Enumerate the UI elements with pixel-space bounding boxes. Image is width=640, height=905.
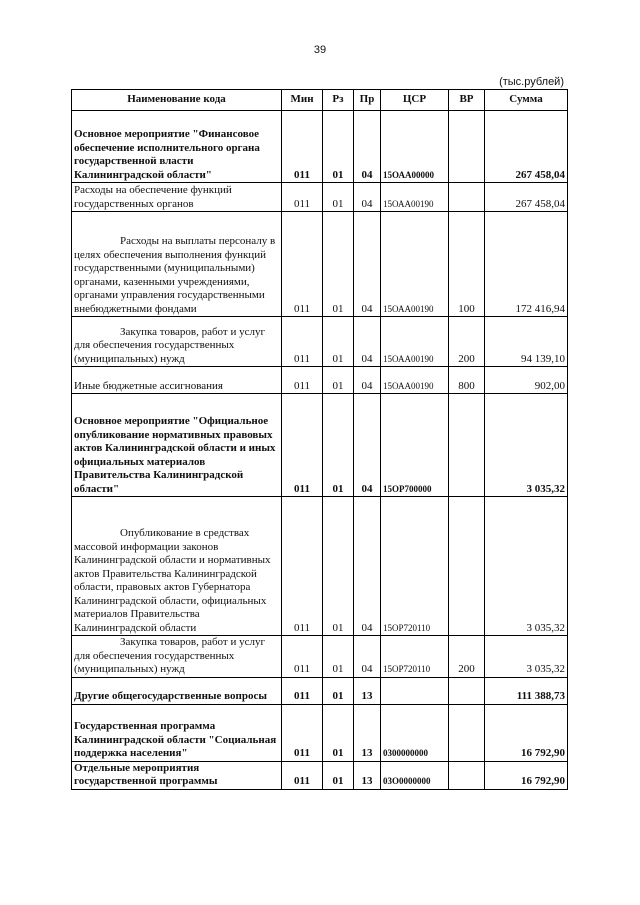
header-sum: Сумма [485, 90, 568, 111]
row-vr [449, 183, 485, 212]
row-min: 011 [282, 636, 323, 678]
row-vr [449, 497, 485, 636]
row-name-text: Расходы на обеспечение функций государственных органов [74, 184, 232, 210]
header-vr: ВР [449, 90, 485, 111]
row-name-text: Государственная программа Калининградской области "Социальная поддержка населения" [74, 720, 277, 759]
header-pr: Пр [354, 90, 381, 111]
row-vr [449, 761, 485, 789]
row-pr: 13 [354, 704, 381, 761]
header-csr: ЦСР [381, 90, 449, 111]
row-name [72, 367, 282, 394]
row-pr: 13 [354, 761, 381, 789]
row-name-text: Другие общегосударственные вопросы [74, 690, 267, 702]
row-sum: 172 416,94 [485, 212, 568, 317]
table-row [72, 497, 568, 636]
header-rz: Рз [323, 90, 354, 111]
row-sum: 267 458,04 [485, 111, 568, 183]
row-name [72, 317, 282, 367]
row-min: 011 [282, 212, 323, 317]
table-row [72, 317, 568, 367]
row-rz: 01 [323, 183, 354, 212]
table-row [72, 704, 568, 761]
row-name [72, 212, 282, 317]
row-rz: 01 [323, 636, 354, 678]
row-pr: 13 [354, 677, 381, 704]
row-csr: 15ОР720110 [381, 497, 449, 636]
row-name [72, 704, 282, 761]
row-pr: 04 [354, 636, 381, 678]
row-name-text: Закупка товаров, работ и услуг для обеспечения государственных (муниципальных) нужд [74, 325, 265, 365]
row-min: 011 [282, 317, 323, 367]
row-sum: 3 035,32 [485, 636, 568, 678]
row-rz: 01 [323, 704, 354, 761]
row-rz: 01 [323, 111, 354, 183]
row-pr: 04 [354, 394, 381, 497]
row-vr [449, 111, 485, 183]
row-name-text: Расходы на выплаты персоналу в целях обеспечения выполнения функций государственными (муниципальными) органами, казенными учреждениями, органами управления государственными внебюджетными фондами [74, 235, 276, 315]
row-rz: 01 [323, 497, 354, 636]
row-pr: 04 [354, 497, 381, 636]
table-row [72, 761, 568, 789]
row-min: 011 [282, 704, 323, 761]
row-pr: 04 [354, 212, 381, 317]
page-number: 39 [313, 44, 327, 56]
row-sum: 16 792,90 [485, 704, 568, 761]
row-vr [449, 394, 485, 497]
row-csr: 15ОР720110 [381, 636, 449, 678]
row-vr [449, 704, 485, 761]
row-csr: 0300000000 [381, 704, 449, 761]
row-name-text: Закупка товаров, работ и услуг для обеспечения государственных (муниципальных) нужд [74, 636, 265, 675]
row-min: 011 [282, 367, 323, 394]
row-vr: 100 [449, 212, 485, 317]
row-sum: 94 139,10 [485, 317, 568, 367]
row-pr: 04 [354, 183, 381, 212]
row-csr [381, 677, 449, 704]
row-name [72, 636, 282, 678]
row-name [72, 677, 282, 704]
row-sum: 902,00 [485, 367, 568, 394]
table-row [72, 212, 568, 317]
table-row [72, 111, 568, 183]
row-csr: 15ОАА00190 [381, 212, 449, 317]
header-name: Наименование кода [72, 90, 282, 111]
row-name-text: Иные бюджетные ассигнования [74, 379, 223, 392]
row-min: 011 [282, 111, 323, 183]
row-sum: 111 388,73 [485, 677, 568, 704]
row-sum: 267 458,04 [485, 183, 568, 212]
row-csr: 15ОАА00190 [381, 367, 449, 394]
row-min: 011 [282, 761, 323, 789]
table-row [72, 183, 568, 212]
row-csr: 15ОР700000 [381, 394, 449, 497]
row-rz: 01 [323, 212, 354, 317]
row-min: 011 [282, 497, 323, 636]
row-pr: 04 [354, 317, 381, 367]
row-vr [449, 677, 485, 704]
header-min: Мин [282, 90, 323, 111]
row-name [72, 183, 282, 212]
row-rz: 01 [323, 394, 354, 497]
row-name [72, 497, 282, 636]
row-rz: 01 [323, 317, 354, 367]
row-csr: 15ОАА00190 [381, 317, 449, 367]
table-row [72, 636, 568, 678]
row-min: 011 [282, 183, 323, 212]
row-name-text: Отдельные мероприятия государственной программы [74, 761, 218, 787]
row-pr: 04 [354, 111, 381, 183]
row-sum: 3 035,32 [485, 394, 568, 497]
row-sum: 3 035,32 [485, 497, 568, 636]
row-csr: 03О0000000 [381, 761, 449, 789]
row-name-text: Опубликование в средствах массовой информации законов Калининградской области и нормативных актов Правительства Калининградской области, правовых актов Губернатора Калининградской области, официальных материалов Правительства Калининградской области [74, 527, 271, 634]
row-rz: 01 [323, 677, 354, 704]
row-name-text: Основное мероприятие "Официальное опубликование нормативных правовых актов Калининградской области и иных официальных материалов Правительства Калининградской области" [74, 415, 276, 495]
row-name-text: Основное мероприятие "Финансовое обеспечение исполнительного органа государственной власти Калининградской области" [74, 128, 260, 181]
row-min: 011 [282, 394, 323, 497]
table-row [72, 394, 568, 497]
row-vr: 200 [449, 317, 485, 367]
row-name [72, 761, 282, 789]
table-row [72, 677, 568, 704]
row-rz: 01 [323, 367, 354, 394]
row-min: 011 [282, 677, 323, 704]
row-pr: 04 [354, 367, 381, 394]
row-vr: 200 [449, 636, 485, 678]
row-csr: 15ОАА00190 [381, 183, 449, 212]
units-label: (тыс.рублей) [499, 76, 564, 88]
table-row [72, 367, 568, 394]
row-name [72, 394, 282, 497]
row-sum: 16 792,90 [485, 761, 568, 789]
row-vr: 800 [449, 367, 485, 394]
row-name [72, 111, 282, 183]
row-rz: 01 [323, 761, 354, 789]
budget-table [71, 89, 568, 790]
table-header-row [72, 90, 568, 111]
row-csr: 15ОАА00000 [381, 111, 449, 183]
